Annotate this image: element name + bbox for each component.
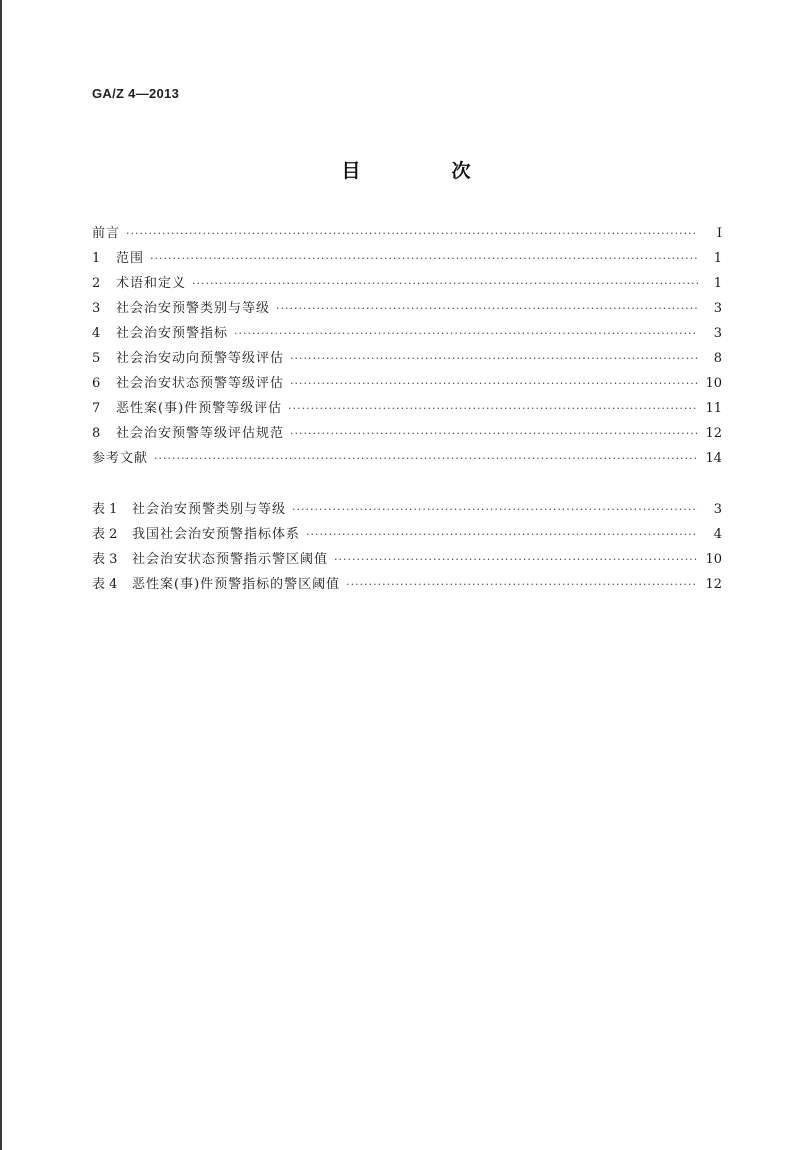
toc-leader-dots <box>192 271 698 296</box>
table-entry-label: 我国社会治安预警指标体系 <box>132 527 301 542</box>
toc-leader-dots <box>292 497 698 522</box>
toc-leader-dots <box>154 446 698 471</box>
toc-entry-page: 8 <box>713 351 722 366</box>
toc-entry-incident-assessment[interactable] <box>92 396 722 421</box>
toc-entry-number: 6 <box>92 376 101 391</box>
table-entry-page: 4 <box>713 527 722 542</box>
toc-entry-trend-assessment[interactable] <box>92 346 722 371</box>
toc-list <box>92 221 722 471</box>
toc-entry-page: 10 <box>705 376 722 391</box>
toc-leader-dots <box>126 221 698 246</box>
page-title: 目 次 <box>341 160 507 182</box>
toc-leader-dots <box>346 572 698 597</box>
table-entry-page: 10 <box>705 552 722 567</box>
toc-entry-label: 术语和定义 <box>116 276 187 291</box>
toc-entry-number: 3 <box>92 301 101 316</box>
table-entry-2[interactable] <box>92 522 722 547</box>
toc-leader-dots <box>306 522 698 547</box>
toc-leader-dots <box>150 246 698 271</box>
toc-entry-page: 14 <box>705 451 722 466</box>
toc-entry-assessment-spec[interactable] <box>92 421 722 446</box>
table-entry-number: 表 3 <box>92 552 118 567</box>
toc-leader-dots <box>290 421 698 446</box>
toc-leader-dots <box>276 296 698 321</box>
toc-leader-dots <box>290 346 698 371</box>
toc-entry-page: 3 <box>713 301 722 316</box>
table-entry-page: 3 <box>713 502 722 517</box>
table-entry-label: 社会治安状态预警指示警区阈值 <box>132 552 329 567</box>
toc-entry-number: 2 <box>92 276 101 291</box>
toc-entry-indicators[interactable] <box>92 321 722 346</box>
table-entry-1[interactable] <box>92 497 722 522</box>
toc-leader-dots <box>234 321 698 346</box>
toc-entry-label: 参考文献 <box>92 451 149 466</box>
table-entry-number: 表 2 <box>92 527 118 542</box>
toc-entry-status-assessment[interactable] <box>92 371 722 396</box>
table-entry-page: 12 <box>705 577 722 592</box>
table-entry-number: 表 4 <box>92 577 118 592</box>
toc-entry-page: 11 <box>705 401 722 416</box>
toc-leader-dots <box>288 396 698 421</box>
toc-leader-dots <box>290 371 698 396</box>
toc-entry-page: 1 <box>713 251 722 266</box>
toc-entry-foreword[interactable] <box>92 221 722 246</box>
toc-entry-number: 7 <box>92 401 101 416</box>
toc-entry-references[interactable] <box>92 446 722 471</box>
table-list <box>92 497 722 597</box>
toc-entry-terms[interactable] <box>92 271 722 296</box>
toc-entry-scope[interactable] <box>92 246 722 271</box>
toc-entry-label: 前言 <box>92 226 121 241</box>
toc-leader-dots <box>334 547 698 572</box>
toc-entry-number: 4 <box>92 326 101 341</box>
table-entry-number: 表 1 <box>92 502 118 517</box>
table-entry-label: 恶性案(事)件预警指标的警区阈值 <box>132 577 341 592</box>
toc-entry-categories[interactable] <box>92 296 722 321</box>
toc-entry-number: 8 <box>92 426 101 441</box>
table-entry-4[interactable] <box>92 572 722 597</box>
toc-entry-page: Ⅰ <box>716 226 722 241</box>
toc-entry-label: 恶性案(事)件预警等级评估 <box>116 401 283 416</box>
document-code: GA/Z 4—2013 <box>92 86 180 101</box>
table-entry-label: 社会治安预警类别与等级 <box>132 502 287 517</box>
toc-entry-page: 1 <box>713 276 722 291</box>
toc-entry-label: 社会治安预警等级评估规范 <box>116 426 285 441</box>
toc-entry-label: 社会治安状态预警等级评估 <box>116 376 285 391</box>
toc-entry-label: 社会治安预警指标 <box>116 326 229 341</box>
toc-entry-label: 社会治安预警类别与等级 <box>116 301 271 316</box>
toc-entry-number: 5 <box>92 351 101 366</box>
toc-entry-page: 3 <box>713 326 722 341</box>
toc-entry-label: 社会治安动向预警等级评估 <box>116 351 285 366</box>
toc-entry-label: 范围 <box>116 251 145 266</box>
toc-entry-page: 12 <box>705 426 722 441</box>
table-entry-3[interactable] <box>92 547 722 572</box>
toc-entry-number: 1 <box>92 251 101 266</box>
